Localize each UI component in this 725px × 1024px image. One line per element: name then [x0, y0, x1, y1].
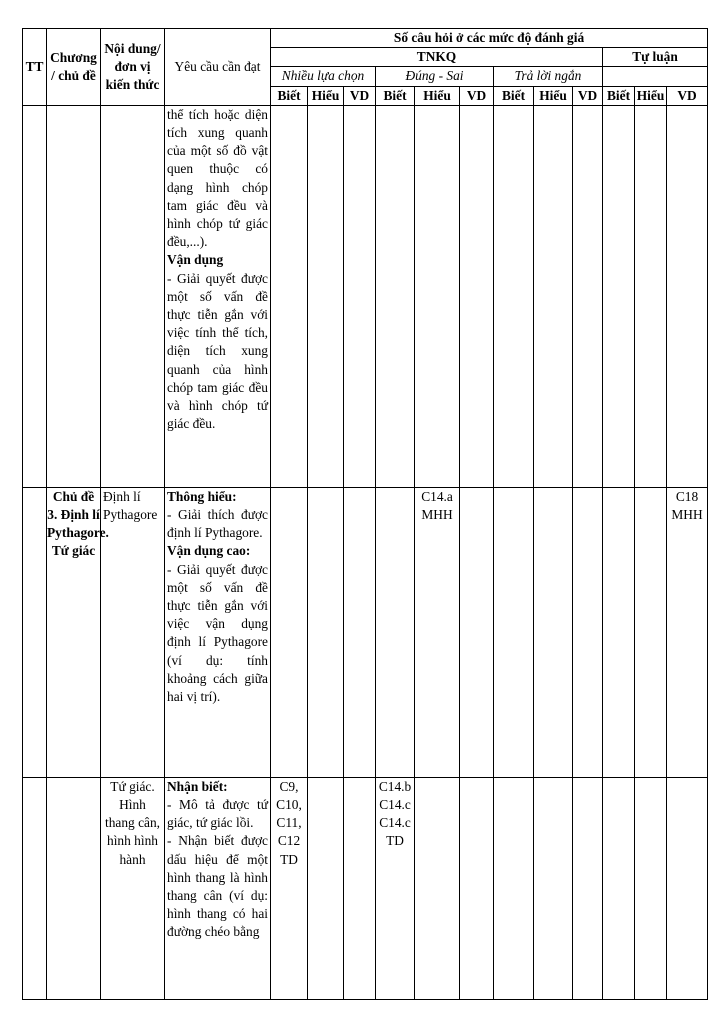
header-essay: Tự luận — [603, 48, 708, 67]
level-header: Biết — [494, 86, 534, 105]
level-header: VD — [573, 86, 603, 105]
header-true-false: Đúng - Sai — [376, 67, 494, 86]
header-content: Nội dung/ đơn vị kiến thức — [101, 29, 165, 106]
header-tt: TT — [23, 29, 47, 106]
header-requirement: Yêu cầu cần đạt — [165, 29, 271, 106]
header-multiple-choice: Nhiều lựa chọn — [271, 67, 376, 86]
header-short-answer: Trả lời ngắn — [494, 67, 603, 86]
level-header: Biết — [376, 86, 415, 105]
requirement-heading: Vận dụng cao: — [167, 543, 251, 559]
chapter-cell: Chủ đề 3. Định lí Pythagore. Tứ giác — [47, 487, 101, 777]
table-row — [23, 105, 708, 487]
assessment-matrix-table — [22, 28, 708, 1000]
requirement-cell — [165, 105, 271, 487]
question-code-cell: C18 MHH — [667, 487, 708, 777]
requirement-text: thể tích hoặc diện tích xung quanh của một số đồ vật quen thuộc có dạng hình chóp tam giác đều và hình chóp tứ giác đều,...). — [167, 106, 268, 250]
level-header: Hiểu — [415, 86, 460, 105]
table-row — [23, 487, 708, 777]
level-header: Biết — [603, 86, 635, 105]
requirement-heading: Nhận biết: — [167, 778, 228, 794]
level-header: VD — [460, 86, 494, 105]
level-header: VD — [344, 86, 376, 105]
content-cell: Tứ giác. Hình thang cân, hình hình hành — [101, 777, 165, 999]
header-chapter: Chương / chủ đề — [47, 29, 101, 106]
level-header: Biết — [271, 86, 308, 105]
requirement-text: - Giải thích được định lí Pythagore. — [167, 507, 268, 541]
table-row — [23, 777, 708, 999]
content-cell: Định lí Pythagore — [101, 487, 165, 777]
requirement-heading: Thông hiểu: — [167, 488, 237, 504]
question-code-cell: C9, C10, C11, C12 TD — [271, 777, 308, 999]
requirement-heading: Vận dụng — [167, 252, 224, 268]
requirement-text: - Giải quyết được một số vấn đề thực tiễn gắn với việc vận dụng định lí Pythagore (ví dụ: tính khoảng cách giữa hai vị trí). — [167, 561, 268, 705]
requirement-cell — [165, 777, 271, 999]
header-tnkq: TNKQ — [271, 48, 603, 67]
header-question-count: Số câu hỏi ở các mức độ đánh giá — [271, 29, 708, 48]
question-code-cell: C14.a MHH — [415, 487, 460, 777]
level-header: Hiểu — [534, 86, 573, 105]
requirement-text: - Mô tả được tứ giác, tứ giác lồi. — [167, 797, 268, 831]
requirement-text: - Nhận biết được dấu hiệu để một hình thang là hình thang cân (ví dụ: hình thang có hai đường chéo bằng — [167, 833, 268, 940]
level-header: Hiểu — [635, 86, 667, 105]
level-header: Hiểu — [308, 86, 344, 105]
question-code-cell: C14.b C14.c C14.c TD — [376, 777, 415, 999]
level-header: VD — [667, 86, 708, 105]
requirement-cell — [165, 487, 271, 777]
requirement-text: - Giải quyết được một số vấn đề thực tiễn gắn với việc tính thể tích, diện tích xung quanh của hình chóp tam giác đều và hình chóp tứ giác đều. — [167, 270, 268, 432]
